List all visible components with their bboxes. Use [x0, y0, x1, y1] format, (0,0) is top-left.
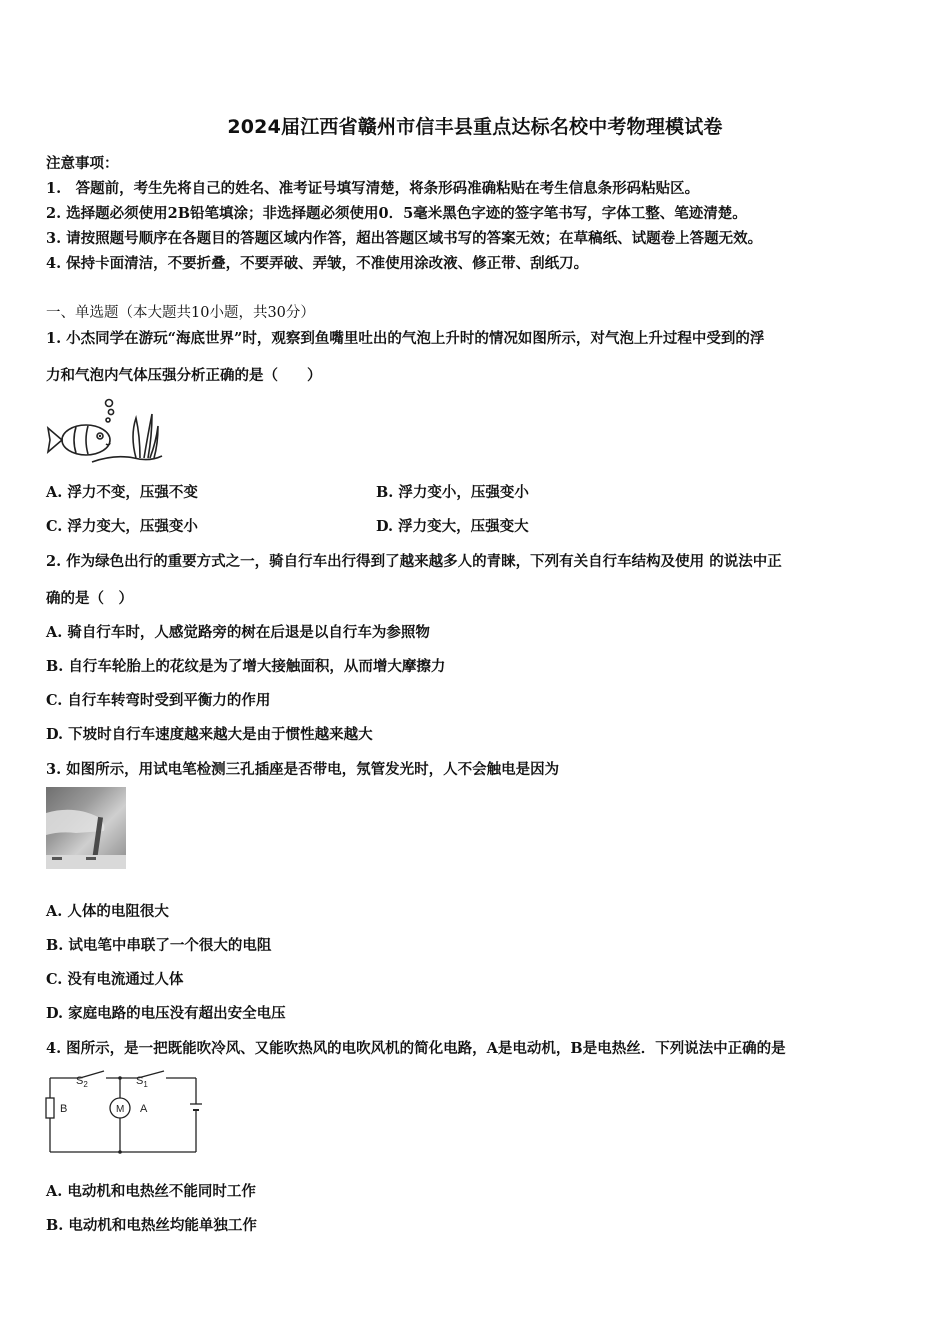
fish-bubbles-figure [44, 396, 169, 468]
notice-heading: 注意事项： [46, 155, 119, 172]
motor-a-label: A [140, 1103, 148, 1115]
notice-item-3: 3. 请按照题号顺序在各题目的答题区域内作答，超出答题区域书写的答案无效；在草稿纸、试题卷上答题无效。 [46, 230, 763, 247]
q4-option-a: A. 电动机和电热丝不能同时工作 [46, 1183, 256, 1200]
test-pen-illustration [46, 787, 126, 869]
switch-s2-label: $S_2$ [76, 1075, 88, 1089]
notice-item-1: 1. 答题前，考生先将自己的姓名、准考证号填写清楚，将条形码准确粘贴在考生信息条形码粘贴区。 [46, 180, 700, 197]
q2-stem-line2: 确的是（ ） [46, 590, 133, 607]
q1-option-a: A. 浮力不变，压强不变 [46, 484, 198, 501]
q3-stem: 3. 如图所示，用试电笔检测三孔插座是否带电，氖管发光时，人不会触电是因为 [46, 761, 560, 778]
motor-symbol: M [116, 1104, 125, 1115]
q3-option-a: A. 人体的电阻很大 [46, 903, 169, 920]
q1-option-d: D. 浮力变大，压强变大 [376, 518, 529, 535]
test-pen-photo [46, 787, 126, 869]
q2-option-c: C. 自行车转弯时受到平衡力的作用 [46, 692, 271, 709]
heater-b-label: B [60, 1103, 68, 1115]
q1-stem-line2: 力和气泡内气体压强分析正确的是（ ） [46, 367, 322, 384]
q2-stem-line1: 2. 作为绿色出行的重要方式之一，骑自行车出行得到了越来越多人的青睐，下列有关自行车结构及使用 的说法中正 [46, 553, 782, 570]
q1-stem-line1: 1. 小杰同学在游玩“海底世界”时，观察到鱼嘴里吐出的气泡上升时的情况如图所示，对气泡上升过程中受到的浮 [46, 330, 765, 347]
section-heading: 一、单选题（本大题共10小题，共30分） [46, 305, 315, 321]
notice-item-2: 2. 选择题必须使用2B铅笔填涂；非选择题必须使用0．5毫米黑色字迹的签字笔书写，字体工整、笔迹清楚。 [46, 205, 747, 222]
q3-option-d: D. 家庭电路的电压没有超出安全电压 [46, 1005, 286, 1022]
notice-item-4: 4. 保持卡面清洁，不要折叠，不要弄破、弄皱，不准使用涂改液、修正带、刮纸刀。 [46, 255, 589, 272]
q1-option-b: B. 浮力变小，压强变小 [376, 484, 529, 501]
q2-option-d: D. 下坡时自行车速度越来越大是由于惯性越来越大 [46, 726, 373, 743]
q2-option-a: A. 骑自行车时，人感觉路旁的树在后退是以自行车为参照物 [46, 624, 430, 641]
q4-stem: 4. 图所示，是一把既能吹冷风、又能吹热风的电吹风机的简化电路，A是电动机，B是电热丝．下列说法中正确的是 [46, 1040, 786, 1057]
switch-s1-label: $S_1$ [136, 1075, 148, 1089]
q1-option-c: C. 浮力变大，压强变小 [46, 518, 198, 535]
page-title: 2024届江西省赣州市信丰县重点达标名校中考物理模试卷 [227, 116, 723, 138]
circuit-diagram [40, 1070, 210, 1160]
q4-option-b: B. 电动机和电热丝均能单独工作 [46, 1217, 257, 1234]
q2-option-b: B. 自行车轮胎上的花纹是为了增大接触面积，从而增大摩擦力 [46, 658, 446, 675]
q3-option-c: C. 没有电流通过人体 [46, 971, 184, 988]
q3-option-b: B. 试电笔中串联了一个很大的电阻 [46, 937, 272, 954]
